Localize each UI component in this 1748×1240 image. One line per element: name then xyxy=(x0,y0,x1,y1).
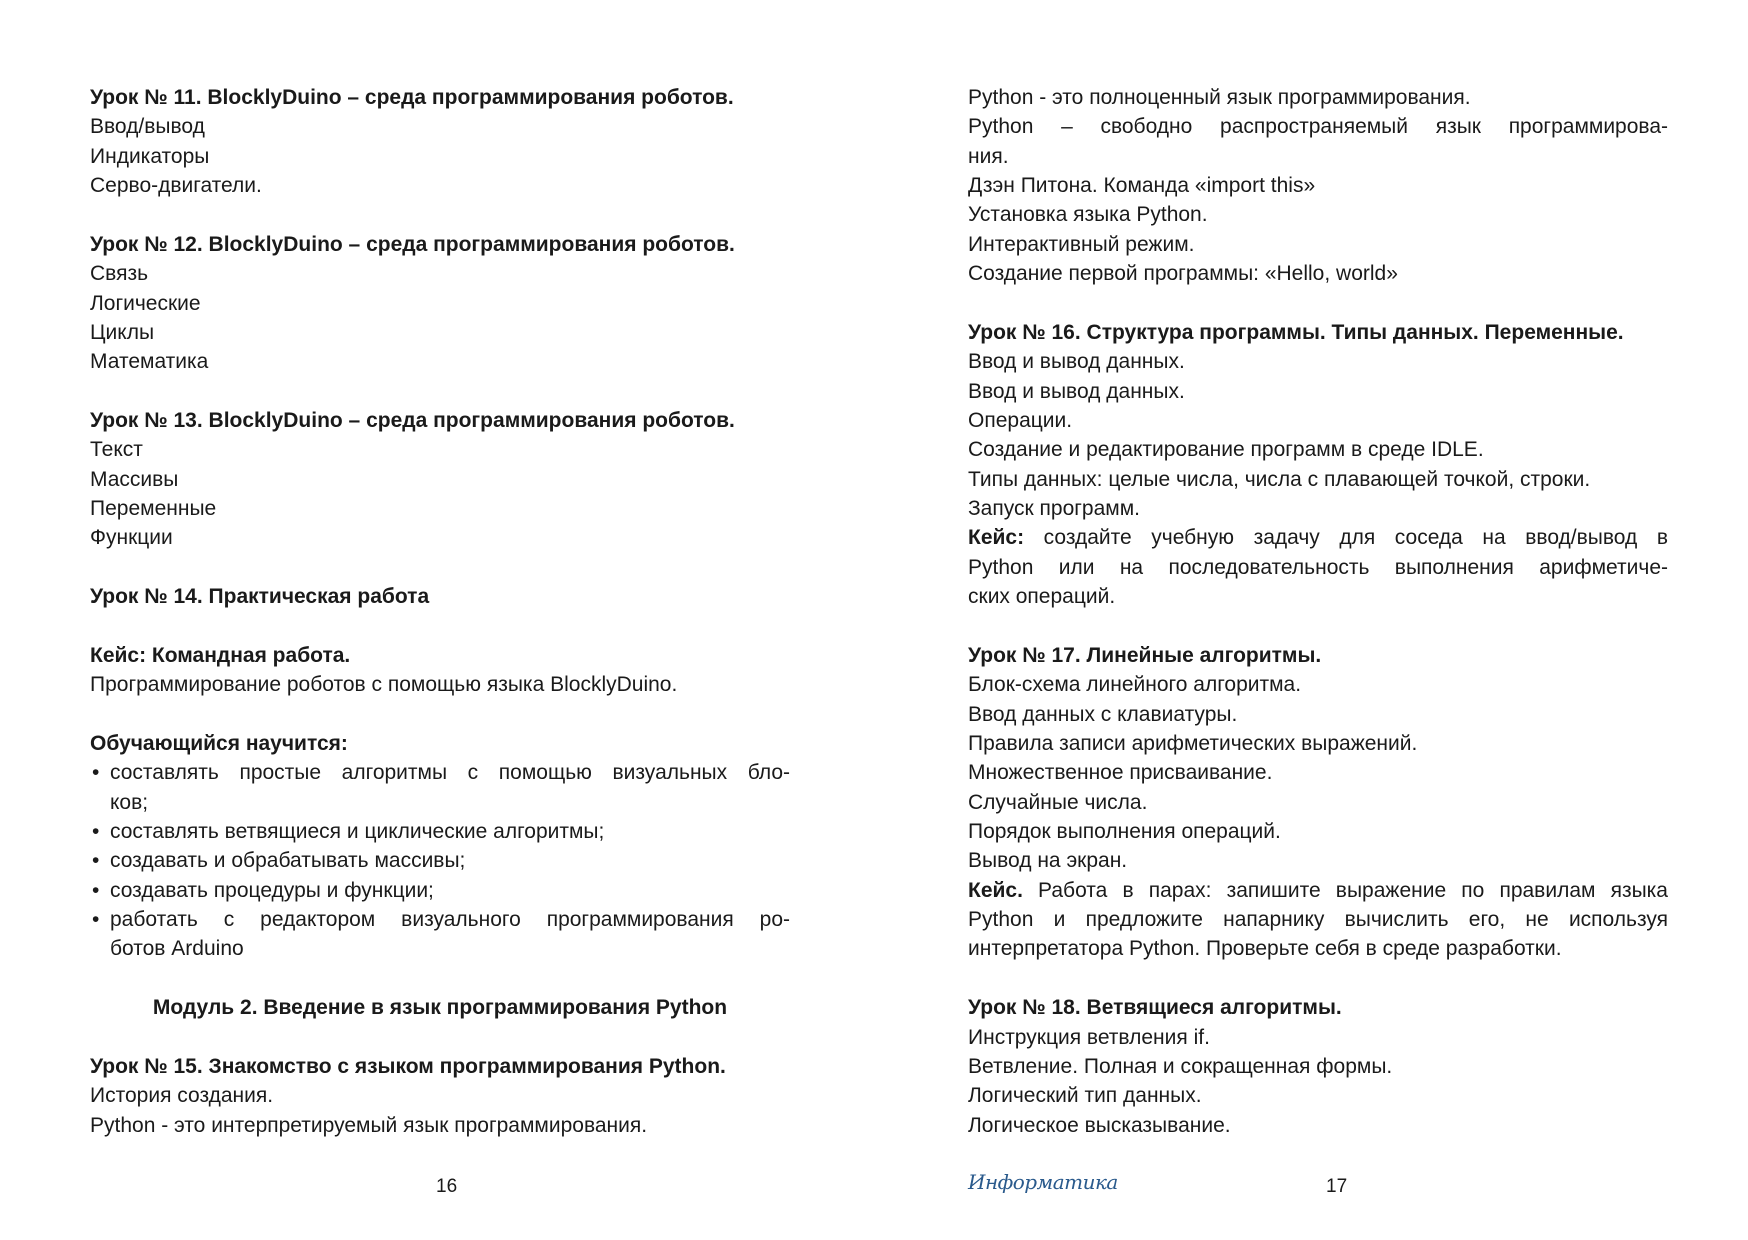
blank-line xyxy=(968,611,1668,640)
text-line: Ввод данных с клавиатуры. xyxy=(968,702,1238,726)
left-page-column xyxy=(90,83,790,1140)
text-line: Ветвление. Полная и сокращенная формы. xyxy=(968,1054,1393,1078)
text-line: интерпретатора Python. Проверьте себя в среде разработки. xyxy=(968,937,1562,961)
blank-line xyxy=(90,611,790,640)
bullet-icon: • xyxy=(92,908,100,932)
text-line: Создание первой программы: «Hello, world» xyxy=(968,262,1398,286)
text-line: Ввод и вывод данных. xyxy=(968,350,1185,374)
case-text: создайте учебную задачу для соседа на ввод/вывод в xyxy=(1024,526,1668,550)
text-line: Связь xyxy=(90,262,149,286)
text-line: Инструкция ветвления if. xyxy=(968,1025,1210,1049)
case-label: Кейс. xyxy=(968,878,1023,902)
text-line: ния. xyxy=(968,144,1009,168)
case-label: Кейс: xyxy=(968,526,1025,550)
blank-line xyxy=(90,553,790,582)
lesson-heading: Урок № 16. Структура программы. Типы данных. Переменные. xyxy=(968,320,1624,344)
blank-line xyxy=(968,289,1668,318)
text-line: Блок-схема линейного алгоритма. xyxy=(968,673,1302,697)
bullet-text: создавать и обрабатывать массивы; xyxy=(110,849,466,873)
lesson-heading: Урок № 14. Практическая работа xyxy=(90,585,430,609)
text-line: Установка языка Python. xyxy=(968,203,1208,227)
blank-line xyxy=(968,964,1668,993)
text-line: Порядок выполнения операций. xyxy=(968,819,1281,843)
text-line: Операции. xyxy=(968,408,1073,432)
bullet-text: создавать процедуры и функции; xyxy=(110,878,434,902)
page-number-right: 17 xyxy=(1326,1176,1348,1197)
text-line: Функции xyxy=(90,526,173,550)
text-line: Логическое высказывание. xyxy=(968,1113,1231,1137)
case-line xyxy=(968,523,1668,552)
text-line: Массивы xyxy=(90,467,179,491)
text-line: Правила записи арифметических выражений. xyxy=(968,731,1418,755)
text-line: Python - это полноценный язык программирования. xyxy=(968,86,1471,109)
bullet-text: составлять простые алгоритмы с помощью визуальных бло- xyxy=(110,761,790,785)
text-line: Вывод на экран. xyxy=(968,849,1128,873)
text-line: Типы данных: целые числа, числа с плавающей точкой, строки. xyxy=(968,467,1591,491)
case-line xyxy=(968,876,1668,905)
text-line: Множественное присваивание. xyxy=(968,761,1273,785)
bullet-continuation: ков; xyxy=(110,790,149,814)
bullet-item xyxy=(90,905,790,934)
bullet-item xyxy=(90,876,790,905)
lesson-heading: Обучающийся научится: xyxy=(90,731,348,755)
text-line: Запуск программ. xyxy=(968,497,1140,521)
text-line: Python – свободно распространяемый язык программирова- xyxy=(968,115,1668,139)
text-line: ских операций. xyxy=(968,585,1116,609)
text-line: Программирование роботов с помощью языка BlocklyDuino. xyxy=(90,673,678,697)
text-line: Случайные числа. xyxy=(968,790,1148,814)
module-heading: Модуль 2. Введение в язык программирования Python xyxy=(152,996,728,1020)
text-line: Переменные xyxy=(90,497,217,521)
text-line: Циклы xyxy=(90,320,155,344)
text-line: Интерактивный режим. xyxy=(968,232,1195,256)
bullet-item xyxy=(90,758,790,787)
right-page-column xyxy=(968,83,1668,1140)
bullet-item xyxy=(90,846,790,875)
lesson-heading: Урок № 11. BlocklyDuino – среда программирования роботов. xyxy=(90,86,734,109)
bullet-continuation: ботов Arduino xyxy=(110,937,244,961)
logo-informatika: Информатика xyxy=(968,1170,1118,1194)
text-line: Ввод и вывод данных. xyxy=(968,379,1185,403)
bullet-item xyxy=(90,817,790,846)
text-line: Логические xyxy=(90,291,201,315)
lesson-heading: Кейс: Командная работа. xyxy=(90,643,351,667)
blank-line xyxy=(90,377,790,406)
bullet-icon: • xyxy=(92,819,100,843)
text-line: Текст xyxy=(90,438,143,462)
text-line: Математика xyxy=(90,350,209,374)
case-text: Работа в парах: запишите выражение по правилам языка xyxy=(1022,878,1668,902)
bullet-icon: • xyxy=(92,761,100,785)
blank-line xyxy=(90,964,790,993)
lesson-heading: Урок № 13. BlocklyDuino – среда программирования роботов. xyxy=(90,408,735,432)
text-line: Логический тип данных. xyxy=(968,1084,1202,1108)
text-line: Индикаторы xyxy=(90,144,210,168)
lesson-heading: Урок № 12. BlocklyDuino – среда программирования роботов. xyxy=(90,232,735,256)
text-line: Python - это интерпретируемый язык программирования. xyxy=(90,1113,648,1137)
text-line: Создание и редактирование программ в среде IDLE. xyxy=(968,438,1484,462)
bullet-text: работать с редактором визуального программирования ро- xyxy=(110,908,790,932)
bullet-icon: • xyxy=(92,849,100,873)
text-line: Дзэн Питона. Команда «import this» xyxy=(968,174,1316,198)
text-line: Python и предложите напарнику вычислить его, не используя xyxy=(968,908,1668,932)
blank-line xyxy=(90,1023,790,1052)
page-number-left: 16 xyxy=(436,1176,458,1197)
text-line: История создания. xyxy=(90,1084,274,1108)
blank-line xyxy=(90,700,790,729)
lesson-heading: Урок № 17. Линейные алгоритмы. xyxy=(968,643,1322,667)
lesson-heading: Урок № 15. Знакомство с языком программирования Python. xyxy=(90,1054,726,1078)
bullet-icon: • xyxy=(92,878,100,902)
text-line: Серво-двигатели. xyxy=(90,174,262,198)
lesson-heading: Урок № 18. Ветвящиеся алгоритмы. xyxy=(968,996,1342,1020)
blank-line xyxy=(90,200,790,229)
text-line: Python или на последовательность выполнения арифметиче- xyxy=(968,555,1668,579)
bullet-text: составлять ветвящиеся и циклические алгоритмы; xyxy=(110,819,605,843)
text-line: Ввод/вывод xyxy=(90,115,205,139)
